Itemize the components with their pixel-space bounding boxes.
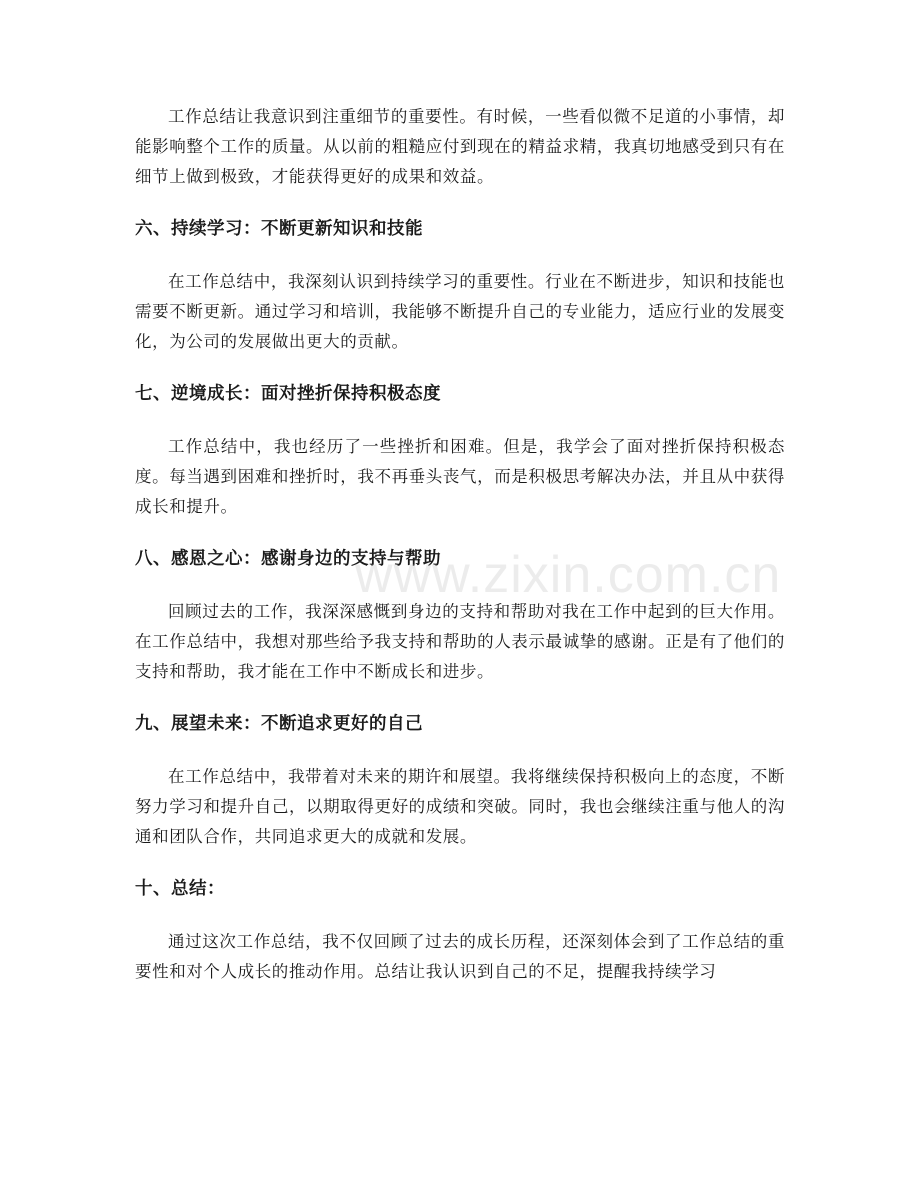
- intro-paragraph: 工作总结让我意识到注重细节的重要性。有时候，一些看似微不足道的小事情，却能影响整个工作的质量。从以前的粗糙应付到现在的精益求精，我真切地感受到只有在细节上做到极致，才能获得更好的成果和效益。: [135, 107, 785, 186]
- section-heading-10: 十、总结：: [135, 879, 225, 899]
- section-heading-8: 八、感恩之心：感谢身边的支持与帮助: [135, 549, 441, 569]
- section-heading-7: 七、逆境成长：面对挫折保持积极态度: [135, 384, 441, 404]
- watermark: www.zixin.com.cn: [355, 546, 782, 604]
- section-body-8: 回顾过去的工作，我深深感慨到身边的支持和帮助对我在工作中起到的巨大作用。在工作总结中，我想对那些给予我支持和帮助的人表示最诚挚的感谢。正是有了他们的支持和帮助，我才能在工作中不断成长和进步。: [135, 602, 785, 681]
- section-heading-6: 六、持续学习：不断更新知识和技能: [135, 219, 423, 239]
- section-body-7: 工作总结中，我也经历了一些挫折和困难。但是，我学会了面对挫折保持积极态度。每当遇到困难和挫折时，我不再垂头丧气，而是积极思考解决办法，并且从中获得成长和提升。: [135, 437, 785, 516]
- section-body-9: 在工作总结中，我带着对未来的期许和展望。我将继续保持积极向上的态度，不断努力学习和提升自己，以期取得更好的成绩和突破。同时，我也会继续注重与他人的沟通和团队合作，共同追求更大的成就和发展。: [135, 767, 785, 846]
- section-body-6: 在工作总结中，我深刻认识到持续学习的重要性。行业在不断进步，知识和技能也需要不断更新。通过学习和培训，我能够不断提升自己的专业能力，适应行业的发展变化，为公司的发展做出更大的贡献。: [135, 272, 785, 351]
- section-heading-9: 九、展望未来：不断追求更好的自己: [135, 714, 423, 734]
- document-content: [135, 102, 785, 987]
- section-body-10: 通过这次工作总结，我不仅回顾了过去的成长历程，还深刻体会到了工作总结的重要性和对个人成长的推动作用。总结让我认识到自己的不足，提醒我持续学习: [135, 932, 785, 981]
